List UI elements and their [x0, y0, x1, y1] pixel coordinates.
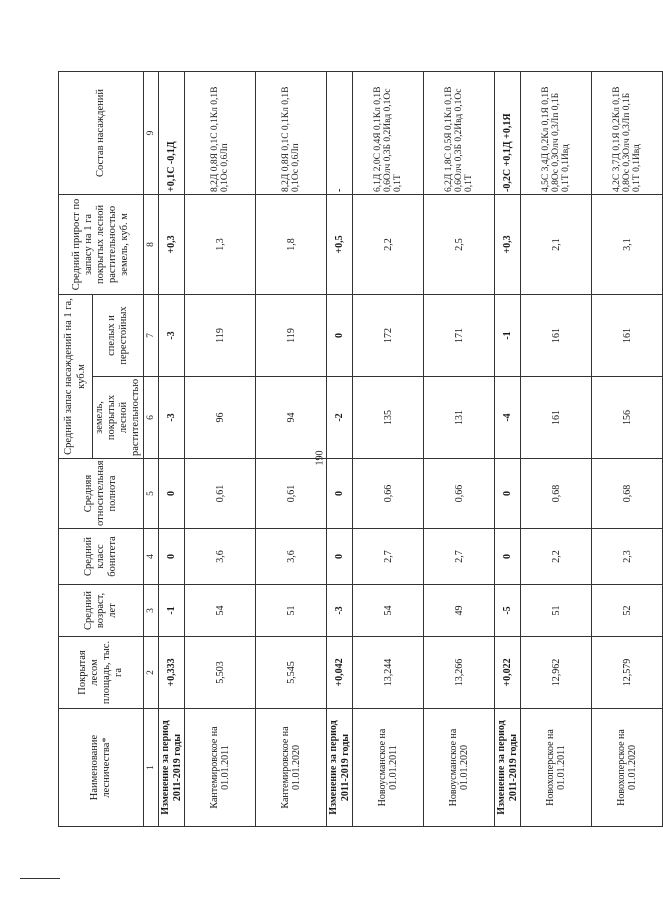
- composition-value: 8,2Д 0,8Я 0,1С 0,1Кл 0,1В 0,1Ос 0,6Лп: [185, 71, 256, 194]
- header-stock-covered: земель, покрытых лесной растительностью: [93, 377, 144, 459]
- area-value: 13,244: [353, 637, 424, 709]
- growth-value: +0,3: [159, 194, 185, 294]
- forestry-name: Новохоперское на 01.01.2020: [592, 709, 663, 827]
- column-number: 1: [144, 709, 159, 827]
- stock-value: 94: [256, 377, 327, 459]
- mature-stock-value: 119: [185, 294, 256, 376]
- density-value: 0,68: [521, 459, 592, 529]
- age-value: 51: [256, 585, 327, 637]
- area-value: 5,545: [256, 637, 327, 709]
- density-value: 0,68: [592, 459, 663, 529]
- footnote-rule: [20, 878, 60, 879]
- mature-stock-value: 172: [353, 294, 424, 376]
- area-value: 5,503: [185, 637, 256, 709]
- density-value: 0,61: [256, 459, 327, 529]
- column-number: 3: [144, 585, 159, 637]
- stock-value: -4: [495, 377, 521, 459]
- bonitet-value: 2,2: [521, 529, 592, 585]
- age-value: -3: [327, 585, 353, 637]
- table-row: [185, 71, 256, 826]
- table-row: [424, 71, 495, 826]
- age-value: 54: [185, 585, 256, 637]
- composition-value: 4,5С 3,4Д 0,2Кл 0,1Я 0,1В 0,8Ос 0,3Олч 0,3Лп 0,1Б 0,1Т 0,1Ивд: [521, 71, 592, 194]
- mature-stock-value: 119: [256, 294, 327, 376]
- forestry-name: Кантемировское на 01.01.2011: [185, 709, 256, 827]
- column-number: 6: [144, 377, 159, 459]
- header-composition: Состав насаждений: [59, 71, 144, 194]
- header-stock-group: Средний запас насаждений на 1 га, куб.м: [59, 294, 93, 458]
- forestry-name: Изменение за период 2011-2019 годы: [159, 709, 185, 827]
- table-row: [256, 71, 327, 826]
- area-value: +0,333: [159, 637, 185, 709]
- composition-value: 4,2С 3,7Д 0,1Я 0,2Кл 0,1В 0,8Ос 0,3Олч 0,3Лп 0,1Б 0,1Т 0,1Ивд: [592, 71, 663, 194]
- area-value: 13,266: [424, 637, 495, 709]
- density-value: 0: [159, 459, 185, 529]
- forestry-name: Новохоперское на 01.01.2011: [521, 709, 592, 827]
- stock-value: 156: [592, 377, 663, 459]
- forestry-name: Изменение за период 2011-2019 годы: [495, 709, 521, 827]
- mature-stock-value: -3: [159, 294, 185, 376]
- header-forestry: Наименование лесничества*: [59, 709, 144, 827]
- forestry-name: Кантемировское на 01.01.2020: [256, 709, 327, 827]
- growth-value: 1,8: [256, 194, 327, 294]
- composition-value: 6,2Д 1,8С 0,5Я 0,1Кл 0,1В 0,6Олч 0,3Б 0,2Ивд 0,1Ос 0,1Т: [424, 71, 495, 194]
- table-row: [592, 71, 663, 826]
- forestry-name: Изменение за период 2011-2019 годы: [327, 709, 353, 827]
- bonitet-value: 3,6: [256, 529, 327, 585]
- age-value: -1: [159, 585, 185, 637]
- growth-value: 2,1: [521, 194, 592, 294]
- stock-value: 96: [185, 377, 256, 459]
- header-stock-mature: спелых и перестойных: [93, 294, 144, 376]
- bonitet-value: 3,6: [185, 529, 256, 585]
- table-row: [327, 71, 353, 826]
- growth-value: 2,2: [353, 194, 424, 294]
- bonitet-value: 2,7: [353, 529, 424, 585]
- table-row: [159, 71, 185, 826]
- area-value: +0,042: [327, 637, 353, 709]
- header-age: Средний возраст, лет: [59, 585, 144, 637]
- mature-stock-value: -1: [495, 294, 521, 376]
- growth-value: +0,5: [327, 194, 353, 294]
- column-number: 5: [144, 459, 159, 529]
- age-value: -5: [495, 585, 521, 637]
- bonitet-value: 2,3: [592, 529, 663, 585]
- column-number: 9: [144, 71, 159, 194]
- age-value: 52: [592, 585, 663, 637]
- table-row: [521, 71, 592, 826]
- stock-value: 135: [353, 377, 424, 459]
- stock-value: -2: [327, 377, 353, 459]
- growth-value: 1,3: [185, 194, 256, 294]
- column-number: 8: [144, 194, 159, 294]
- header-area: Покрытая лесом площадь, тыс. га: [59, 637, 144, 709]
- growth-value: 2,5: [424, 194, 495, 294]
- column-number: 4: [144, 529, 159, 585]
- forestry-name: Новоусманское на 01.01.2011: [353, 709, 424, 827]
- density-value: 0,61: [185, 459, 256, 529]
- table-row: [353, 71, 424, 826]
- bonitet-value: 0: [495, 529, 521, 585]
- column-number: 2: [144, 637, 159, 709]
- bonitet-value: 0: [327, 529, 353, 585]
- mature-stock-value: 171: [424, 294, 495, 376]
- bonitet-value: 2,7: [424, 529, 495, 585]
- stock-value: 131: [424, 377, 495, 459]
- column-number: 7: [144, 294, 159, 376]
- density-value: 0,66: [353, 459, 424, 529]
- age-value: 49: [424, 585, 495, 637]
- area-value: 12,962: [521, 637, 592, 709]
- table-row: [495, 71, 521, 826]
- composition-value: 6,1Д 2,0С 0,4Я 0,1Кл 0,1В 0,6Олч 0,3Б 0,2Ивд 0,1Ос 0,1Т: [353, 71, 424, 194]
- density-value: 0: [327, 459, 353, 529]
- stock-value: 161: [521, 377, 592, 459]
- page-number: 190: [314, 450, 325, 466]
- forest-table-rotated: [58, 72, 643, 827]
- age-value: 51: [521, 585, 592, 637]
- composition-value: -: [327, 71, 353, 194]
- mature-stock-value: 161: [592, 294, 663, 376]
- age-value: 54: [353, 585, 424, 637]
- growth-value: 3,1: [592, 194, 663, 294]
- forestry-name: Новоусманское на 01.01.2020: [424, 709, 495, 827]
- header-density: Средняя относительная полнота: [59, 459, 144, 529]
- density-value: 0: [495, 459, 521, 529]
- composition-value: +0,1С -0,1Д: [159, 71, 185, 194]
- composition-value: 8,2Д 0,8Я 0,1С 0,1Кл 0,1В 0,1Ос 0,6Лп: [256, 71, 327, 194]
- header-growth: Средний прирост по запасу на 1 га покрытых лесной растительностью земель, куб. м: [59, 194, 144, 294]
- stock-value: -3: [159, 377, 185, 459]
- mature-stock-value: 161: [521, 294, 592, 376]
- bonitet-value: 0: [159, 529, 185, 585]
- area-value: +0,022: [495, 637, 521, 709]
- growth-value: +0,3: [495, 194, 521, 294]
- area-value: 12,579: [592, 637, 663, 709]
- header-bonitet: Средний класс бонитета: [59, 529, 144, 585]
- density-value: 0,66: [424, 459, 495, 529]
- composition-value: -0,2С +0,1Д +0,1Я: [495, 71, 521, 194]
- forest-stand-table: [58, 71, 663, 827]
- mature-stock-value: 0: [327, 294, 353, 376]
